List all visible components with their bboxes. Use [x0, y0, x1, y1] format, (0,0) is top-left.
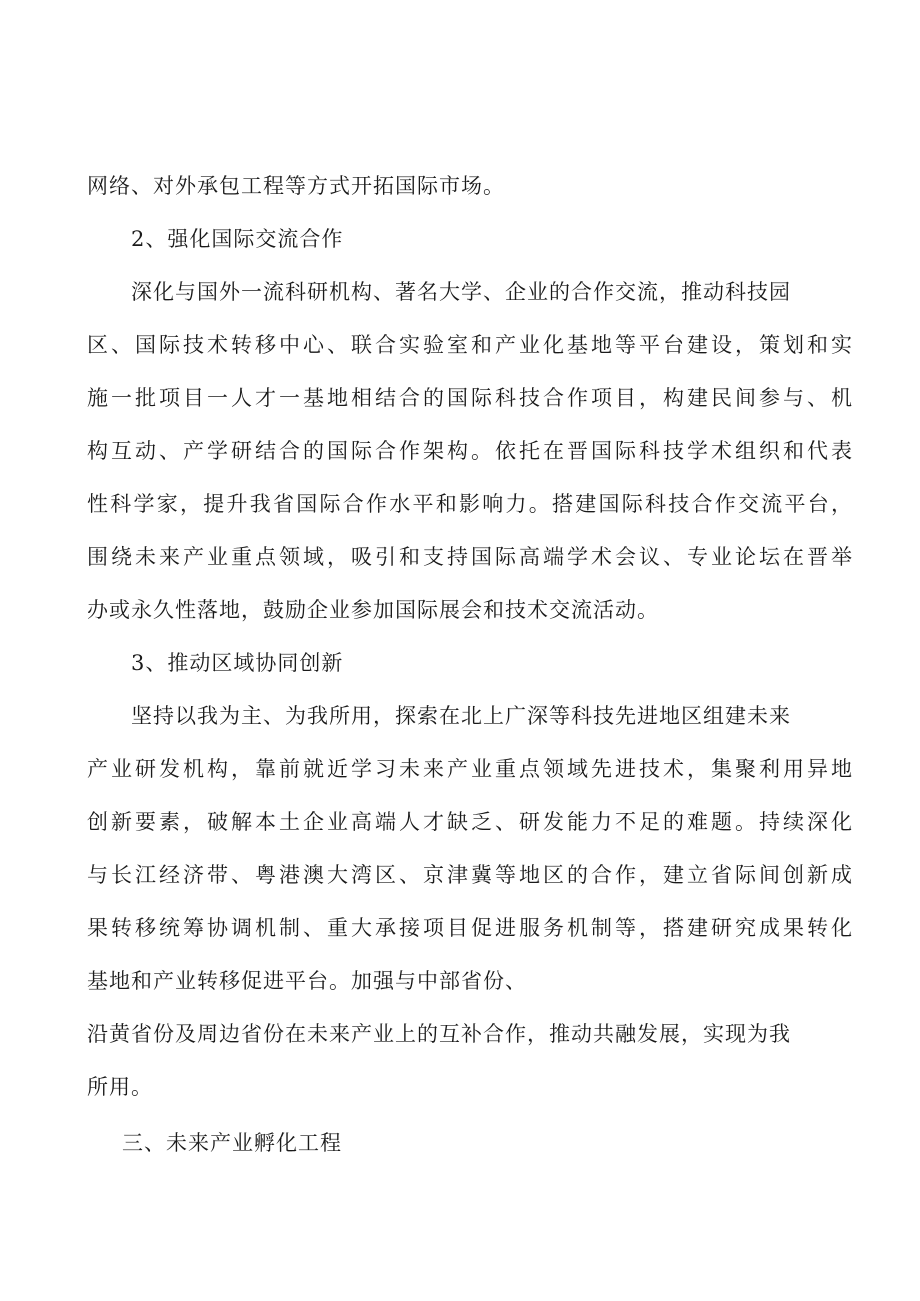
carry-over-line: 网络、对外承包工程等方式开拓国际市场。	[87, 174, 505, 198]
section-2-heading: 2、强化国际交流合作	[131, 227, 344, 251]
paragraph-line: 所用。	[87, 1075, 153, 1099]
paragraph-line: 果转移统筹协调机制、重大承接项目促进服务机制等，搭建研究成果转化	[87, 916, 853, 940]
paragraph-line: 性科学家，提升我省国际合作水平和影响力。搭建国际科技合作交流平台，	[87, 492, 853, 516]
paragraph-line: 施一批项目一人才一基地相结合的国际科技合作项目，构建民间参与、机	[87, 386, 853, 410]
chapter-heading: 三、未来产业孵化工程	[122, 1131, 342, 1155]
paragraph-line: 创新要素，破解本土企业高端人才缺乏、研发能力不足的难题。持续深化	[87, 810, 853, 834]
paragraph-line: 深化与国外一流科研机构、著名大学、企业的合作交流，推动科技园	[131, 280, 791, 304]
paragraph-line: 办或永久性落地，鼓励企业参加国际展会和技术交流活动。	[87, 598, 659, 622]
paragraph-line: 围绕未来产业重点领域，吸引和支持国际高端学术会议、专业论坛在晋举	[87, 545, 853, 569]
paragraph-line: 与长江经济带、粤港澳大湾区、京津冀等地区的合作，建立省际间创新成	[87, 863, 853, 887]
paragraph-line: 区、国际技术转移中心、联合实验室和产业化基地等平台建设，策划和实	[87, 333, 853, 357]
paragraph-line: 基地和产业转移促进平台。加强与中部省份、	[87, 969, 527, 993]
paragraph-line: 沿黄省份及周边省份在未来产业上的互补合作，推动共融发展，实现为我	[87, 1022, 791, 1046]
paragraph-line: 坚持以我为主、为我所用，探索在北上广深等科技先进地区组建未来	[131, 704, 791, 728]
section-3-heading: 3、推动区域协同创新	[131, 651, 344, 675]
paragraph-line: 构互动、产学研结合的国际合作架构。依托在晋国际科技学术组织和代表	[87, 439, 853, 463]
paragraph-line: 产业研发机构，靠前就近学习未来产业重点领域先进技术，集聚利用异地	[87, 757, 853, 781]
